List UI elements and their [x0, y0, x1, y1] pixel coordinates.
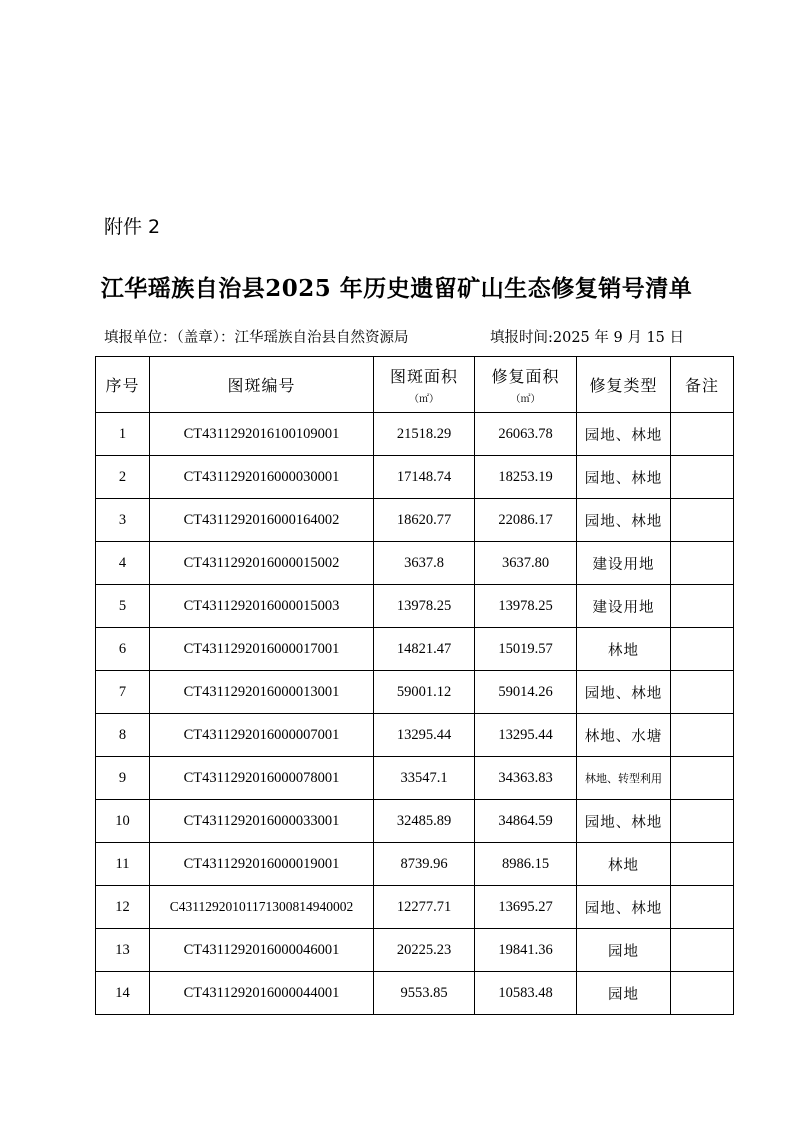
cell-restored: 8986.15 [475, 843, 577, 886]
cell-type: 园地 [577, 972, 671, 1015]
cell-note [671, 456, 734, 499]
cell-seq: 1 [96, 413, 150, 456]
table-row [96, 585, 734, 628]
cell-restored: 34864.59 [475, 800, 577, 843]
cell-restored: 19841.36 [475, 929, 577, 972]
cell-area: 20225.23 [374, 929, 475, 972]
cell-code: CT4311292016000044001 [150, 972, 374, 1015]
cell-seq: 2 [96, 456, 150, 499]
cell-area: 8739.96 [374, 843, 475, 886]
table-row [96, 714, 734, 757]
cell-type: 林地、转型利用 [577, 757, 671, 800]
table-row [96, 929, 734, 972]
reporting-unit: 填报单位：（盖章）：江华瑶族自治县自然资源局 [104, 330, 409, 346]
cell-code: CT4311292016000046001 [150, 929, 374, 972]
cell-note [671, 671, 734, 714]
header-area-unit: （㎡） [409, 394, 439, 405]
cell-code: CT4311292016000033001 [150, 800, 374, 843]
cell-seq: 7 [96, 671, 150, 714]
reporting-date: 填报时间:2025 年 9 月 15 日 [490, 330, 685, 346]
cell-area: 18620.77 [374, 499, 475, 542]
cell-area: 17148.74 [374, 456, 475, 499]
cell-code: CT4311292016000030001 [150, 456, 374, 499]
cell-seq: 6 [96, 628, 150, 671]
table-row [96, 886, 734, 929]
header-restored-label: 修复面积 [491, 367, 560, 386]
cell-type: 园地、林地 [577, 413, 671, 456]
cell-seq: 8 [96, 714, 150, 757]
cell-restored: 3637.80 [475, 542, 577, 585]
table-row [96, 413, 734, 456]
cell-note [671, 413, 734, 456]
cell-note [671, 929, 734, 972]
cell-restored: 10583.48 [475, 972, 577, 1015]
header-restored-unit: （㎡） [510, 394, 541, 405]
attachment-label: 附件 2 [104, 216, 161, 238]
table-row [96, 456, 734, 499]
header-area-label: 图斑面积 [389, 367, 458, 386]
table-row [96, 972, 734, 1015]
cell-type: 园地、林地 [577, 671, 671, 714]
cell-code: CT4311292016100109001 [150, 413, 374, 456]
cell-area: 9553.85 [374, 972, 475, 1015]
header-restored [475, 357, 577, 413]
cell-restored: 22086.17 [475, 499, 577, 542]
cell-type: 园地、林地 [577, 800, 671, 843]
cell-type: 建设用地 [577, 585, 671, 628]
cell-code: CT4311292016000019001 [150, 843, 374, 886]
cell-type: 园地、林地 [577, 886, 671, 929]
cell-code: CT4311292016000078001 [150, 757, 374, 800]
table-row [96, 800, 734, 843]
cell-restored: 13978.25 [475, 585, 577, 628]
table-row [96, 671, 734, 714]
cell-type: 园地、林地 [577, 499, 671, 542]
cell-note [671, 714, 734, 757]
header-code: 图斑编号 [150, 357, 374, 413]
cell-note [671, 800, 734, 843]
cell-code: CT4311292016000164002 [150, 499, 374, 542]
cell-code: CT4311292016000015002 [150, 542, 374, 585]
table-header-row [96, 357, 734, 413]
cell-area: 14821.47 [374, 628, 475, 671]
cell-area: 13978.25 [374, 585, 475, 628]
cell-type: 林地、水塘 [577, 714, 671, 757]
cell-type: 林地 [577, 843, 671, 886]
cell-type: 园地 [577, 929, 671, 972]
cell-area: 13295.44 [374, 714, 475, 757]
cell-seq: 4 [96, 542, 150, 585]
cell-area: 32485.89 [374, 800, 475, 843]
cell-type: 林地 [577, 628, 671, 671]
cell-restored: 15019.57 [475, 628, 577, 671]
cell-note [671, 585, 734, 628]
cell-area: 12277.71 [374, 886, 475, 929]
cell-seq: 3 [96, 499, 150, 542]
cell-code: CT4311292016000013001 [150, 671, 374, 714]
cell-restored: 26063.78 [475, 413, 577, 456]
table-row [96, 628, 734, 671]
cell-note [671, 542, 734, 585]
cell-note [671, 499, 734, 542]
cell-type: 建设用地 [577, 542, 671, 585]
cell-code: CT4311292016000007001 [150, 714, 374, 757]
cell-note [671, 972, 734, 1015]
cell-seq: 12 [96, 886, 150, 929]
cell-seq: 5 [96, 585, 150, 628]
cell-seq: 10 [96, 800, 150, 843]
restoration-table [95, 356, 734, 1015]
cell-restored: 34363.83 [475, 757, 577, 800]
cell-area: 33547.1 [374, 757, 475, 800]
table-row [96, 499, 734, 542]
cell-type: 园地、林地 [577, 456, 671, 499]
cell-note [671, 843, 734, 886]
cell-restored: 18253.19 [475, 456, 577, 499]
cell-note [671, 886, 734, 929]
cell-note [671, 757, 734, 800]
cell-seq: 9 [96, 757, 150, 800]
cell-seq: 11 [96, 843, 150, 886]
cell-restored: 13695.27 [475, 886, 577, 929]
cell-restored: 59014.26 [475, 671, 577, 714]
cell-code: CT4311292016000017001 [150, 628, 374, 671]
cell-area: 21518.29 [374, 413, 475, 456]
header-note: 备注 [671, 357, 734, 413]
cell-area: 59001.12 [374, 671, 475, 714]
cell-code: CT4311292016000015003 [150, 585, 374, 628]
header-seq: 序号 [96, 357, 150, 413]
header-type: 修复类型 [577, 357, 671, 413]
cell-restored: 13295.44 [475, 714, 577, 757]
table-row [96, 542, 734, 585]
cell-area: 3637.8 [374, 542, 475, 585]
header-area [374, 357, 475, 413]
table-body [96, 413, 734, 1015]
table-row [96, 757, 734, 800]
cell-seq: 13 [96, 929, 150, 972]
cell-note [671, 628, 734, 671]
table-row [96, 843, 734, 886]
page-title: 江华瑶族自治县2025 年历史遗留矿山生态修复销号清单 [100, 275, 693, 302]
cell-code: C43112920101171300814940002 [150, 886, 374, 929]
cell-seq: 14 [96, 972, 150, 1015]
